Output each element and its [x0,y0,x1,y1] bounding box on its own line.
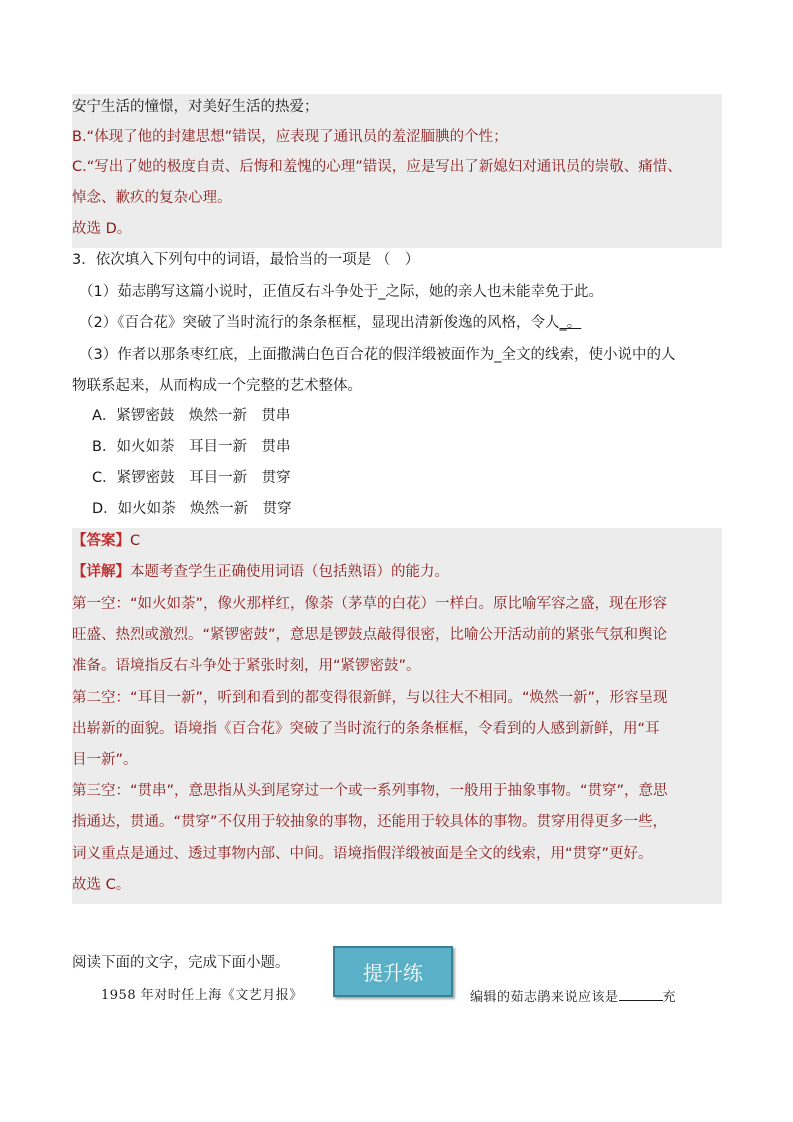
question-sentence-3-cont: 物联系起来，从而构成一个完整的艺术整体。 [72,378,362,394]
question-sentence-2-blank: _。 [559,315,582,331]
explanation-line: 悼念、歉疚的复杂心理。 [72,190,232,206]
reading-text-start: 1958 年对时任上海《文艺月报》 [101,988,303,1003]
answer-line [72,531,722,551]
detail-paragraph-line: 第三空：“贯串”，意思指从头到尾穿过一个或一系列事物，一般用于抽象事物。“贯穿”，意思 [72,783,668,799]
detail-paragraph-line: 第一空：“如火如荼”，像火那样红，像荼（茅草的白花）一样白。原比喻军容之盛，现在形容 [72,596,668,612]
detail-paragraph-line: 准备。语境指反右斗争处于紧张时刻，用“紧锣密鼓”。 [72,658,421,674]
detail-text: 本题考查学生正确使用词语（包括熟语）的能力。 [130,564,449,580]
question-stem: 3．依次填入下列句中的词语，最恰当的一项是 （ ） [72,252,420,268]
detail-paragraph-line: 指通达，贯通。“贯穿”不仅用于较抽象的事物，还能用于较具体的事物。贯穿用得更多一些， [72,814,668,830]
option-d: D．如火如荼 焕然一新 贯穿 [92,501,292,517]
detail-paragraph-line: 第二空：“耳目一新”，听到和看到的都变得很新鲜，与以往大不相同。“焕然一新”，形容呈现 [72,690,668,706]
question-sentence-1: （1）茹志鹃写这篇小说时，正值反右斗争处于_之际，她的亲人也未能幸免于此。 [79,284,603,300]
level-up-badge: 提升练 [333,946,453,997]
reading-text-continued [470,986,720,1008]
reading-text-mid: 编辑的茹志鹃来说应该是 [470,990,619,1005]
explanation-line: C.“写出了她的极度自责、后悔和羞愧的心理”错误，应是写出了新媳妇对通讯员的崇敬、痛惜、 [72,159,682,175]
detail-paragraph-line: 目一新”。 [72,752,138,768]
reading-blank [619,986,663,1001]
detail-label: 【详解】 [72,564,130,580]
option-a: A．紧锣密鼓 焕然一新 贯串 [92,408,291,424]
explanation-line: 故选 D。 [72,221,132,237]
detail-paragraph-line: 故选 C。 [72,877,131,893]
explanation-line: 安宁生活的憧憬，对美好生活的热爱； [72,99,319,115]
detail-paragraph-line: 出崭新的面貌。语境指《百合花》突破了当时流行的条条框框，令看到的人感到新鲜，用“耳 [72,721,660,737]
explanation-line: B.“体现了他的封建思想”错误，应表现了通讯员的羞涩腼腆的个性； [72,129,508,145]
detail-line [72,562,722,582]
option-c: C．紧锣密鼓 耳目一新 贯穿 [92,470,291,486]
reading-text-end: 充 [662,990,677,1005]
option-b: B．如火如荼 耳目一新 贯串 [92,439,291,455]
question-sentence-2-text: （2）《百合花》突破了当时流行的条条框框，显现出清新俊逸的风格，令人 [79,315,560,331]
answer-label: 【答案】 [72,533,130,549]
reading-intro: 阅读下面的文字，完成下面小题。 [72,955,290,971]
question-sentence-3: （3）作者以那条枣红底，上面撒满白色百合花的假洋缎被面作为_全文的线索，使小说中的人 [79,347,676,363]
question-sentence-2 [79,313,729,333]
detail-paragraph-line: 旺盛、热烈或激烈。“紧锣密鼓”，意思是锣鼓点敲得很密，比喻公开活动前的紧张气氛和舆论 [72,627,668,643]
detail-paragraph-line: 词义重点是通过、透过事物内部、中间。语境指假洋缎被面是全文的线索，用“贯穿”更好。 [72,846,653,862]
answer-value: C [130,533,141,549]
